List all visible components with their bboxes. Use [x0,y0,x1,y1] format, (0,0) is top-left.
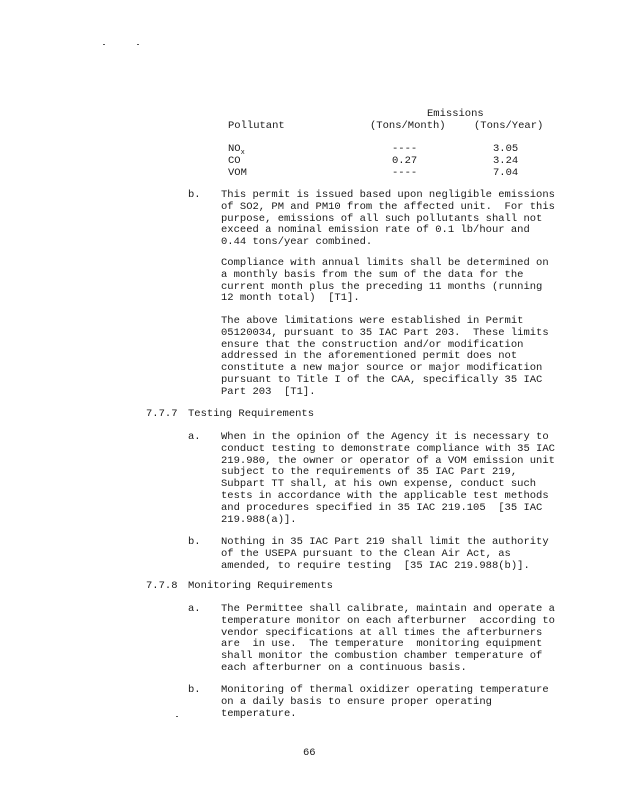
text-line: constitute a new major source or major modification [221,362,543,375]
table-header-year: (Tons/Year) [474,120,544,132]
text-line: of the USEPA pursuant to the Clean Air Act, as [221,547,511,560]
text-line: The above limitations were established in Permit [221,315,524,327]
text-line: temperature monitor on each afterburner according to [221,614,555,627]
text-line: 219.980, the owner or operator of a VOM emission unit [221,454,555,467]
text-line: are in use. The temperature monitoring equipment [221,638,543,651]
text-line: each afterburner on a continuous basis. [221,661,467,674]
compliance-paragraph [221,258,549,305]
item-b-negligible-emissions [221,190,555,249]
text-line: purpose, emissions of all such pollutants shall not [221,212,543,225]
text-line: pursuant to Title I of the CAA, specifically 35 IAC [221,373,543,386]
text-line: When in the opinion of the Agency it is necessary to [221,431,549,443]
text-line: on a daily basis to ensure proper operating [221,695,492,708]
text-line: exceed a nominal emission rate of 0.1 lb/hour and [221,224,530,237]
text-line: 219.988(a)]. [221,513,297,526]
table-header-pollutant: Pollutant [228,120,285,132]
text-line: shall monitor the combustion chamber temperature of [221,650,543,663]
scan-mark [176,716,178,717]
item-letter: b. [188,189,201,201]
item-letter: a. [188,603,201,615]
text-line: The Permittee shall calibrate, maintain and operate a [221,603,555,615]
table-cell-year: 3.24 [493,155,519,167]
table-group-header: Emissions [427,108,484,120]
text-line: current month plus the preceding 11 months (running [221,280,543,293]
item-letter: a. [188,431,201,443]
text-line: Compliance with annual limits shall be determined on [221,257,549,269]
text-line: addressed in the aforementioned permit does not [221,350,518,363]
page-number: 66 [303,747,316,759]
section-title: Monitoring Requirements [188,580,333,592]
text-line: 05120034, pursuant to 35 IAC Part 203. These limits [221,326,549,339]
item-letter: b. [188,536,201,548]
table-cell-pollutant: $NO_x$ [228,143,245,158]
text-line: tests in accordance with the applicable test methods [221,489,549,502]
text-line: This permit is issued based upon negligible emissions [221,189,555,201]
table-cell-pollutant: VOM [228,167,247,179]
item-a-testing [221,432,555,526]
table-cell-year: 7.04 [493,167,519,179]
text-line: Subpart TT shall, at his own expense, conduct such [221,478,537,491]
text-line: temperature. [221,707,297,720]
item-a-monitoring [221,604,555,675]
item-b-thermal-oxidizer [221,685,549,720]
section-number: 7.7.8 [146,580,178,592]
table-cell-month: ---- [392,143,418,155]
table-cell-pollutant: CO [228,155,241,167]
text-line: amended, to require testing [35 IAC 219.988(b)]. [221,559,530,572]
text-line: and procedures specified in 35 IAC 219.105 [35 IAC [221,501,543,514]
table-header-month: (Tons/Month) [370,120,446,132]
scan-mark [103,44,105,45]
text-line: 0.44 tons/year combined. [221,236,373,249]
item-letter: b. [188,684,201,696]
table-cell-month: 0.27 [392,155,418,167]
section-number: 7.7.7 [146,408,178,420]
text-line: subject to the requirements of 35 IAC Part 219, [221,466,518,479]
table-cell-year: 3.05 [493,143,519,155]
text-line: conduct testing to demonstrate compliance with 35 IAC [221,442,555,455]
text-line: Nothing in 35 IAC Part 219 shall limit the authority [221,536,549,548]
table-cell-month: ---- [392,167,418,179]
text-line: of SO2, PM and PM10 from the affected unit. For this [221,200,555,213]
text-line: a monthly basis from the sum of the data for the [221,268,524,281]
text-line: Monitoring of thermal oxidizer operating temperature [221,684,549,696]
text-line: 12 month total) [T1]. [221,292,360,305]
limitations-paragraph [221,316,549,399]
text-line: vendor specifications at all times the afterburners [221,626,543,639]
text-line: ensure that the construction and/or modification [221,338,524,351]
section-title: Testing Requirements [188,408,315,420]
scan-mark [137,44,139,45]
item-b-testing-authority [221,537,549,572]
text-line: Part 203 [T1]. [221,385,316,398]
